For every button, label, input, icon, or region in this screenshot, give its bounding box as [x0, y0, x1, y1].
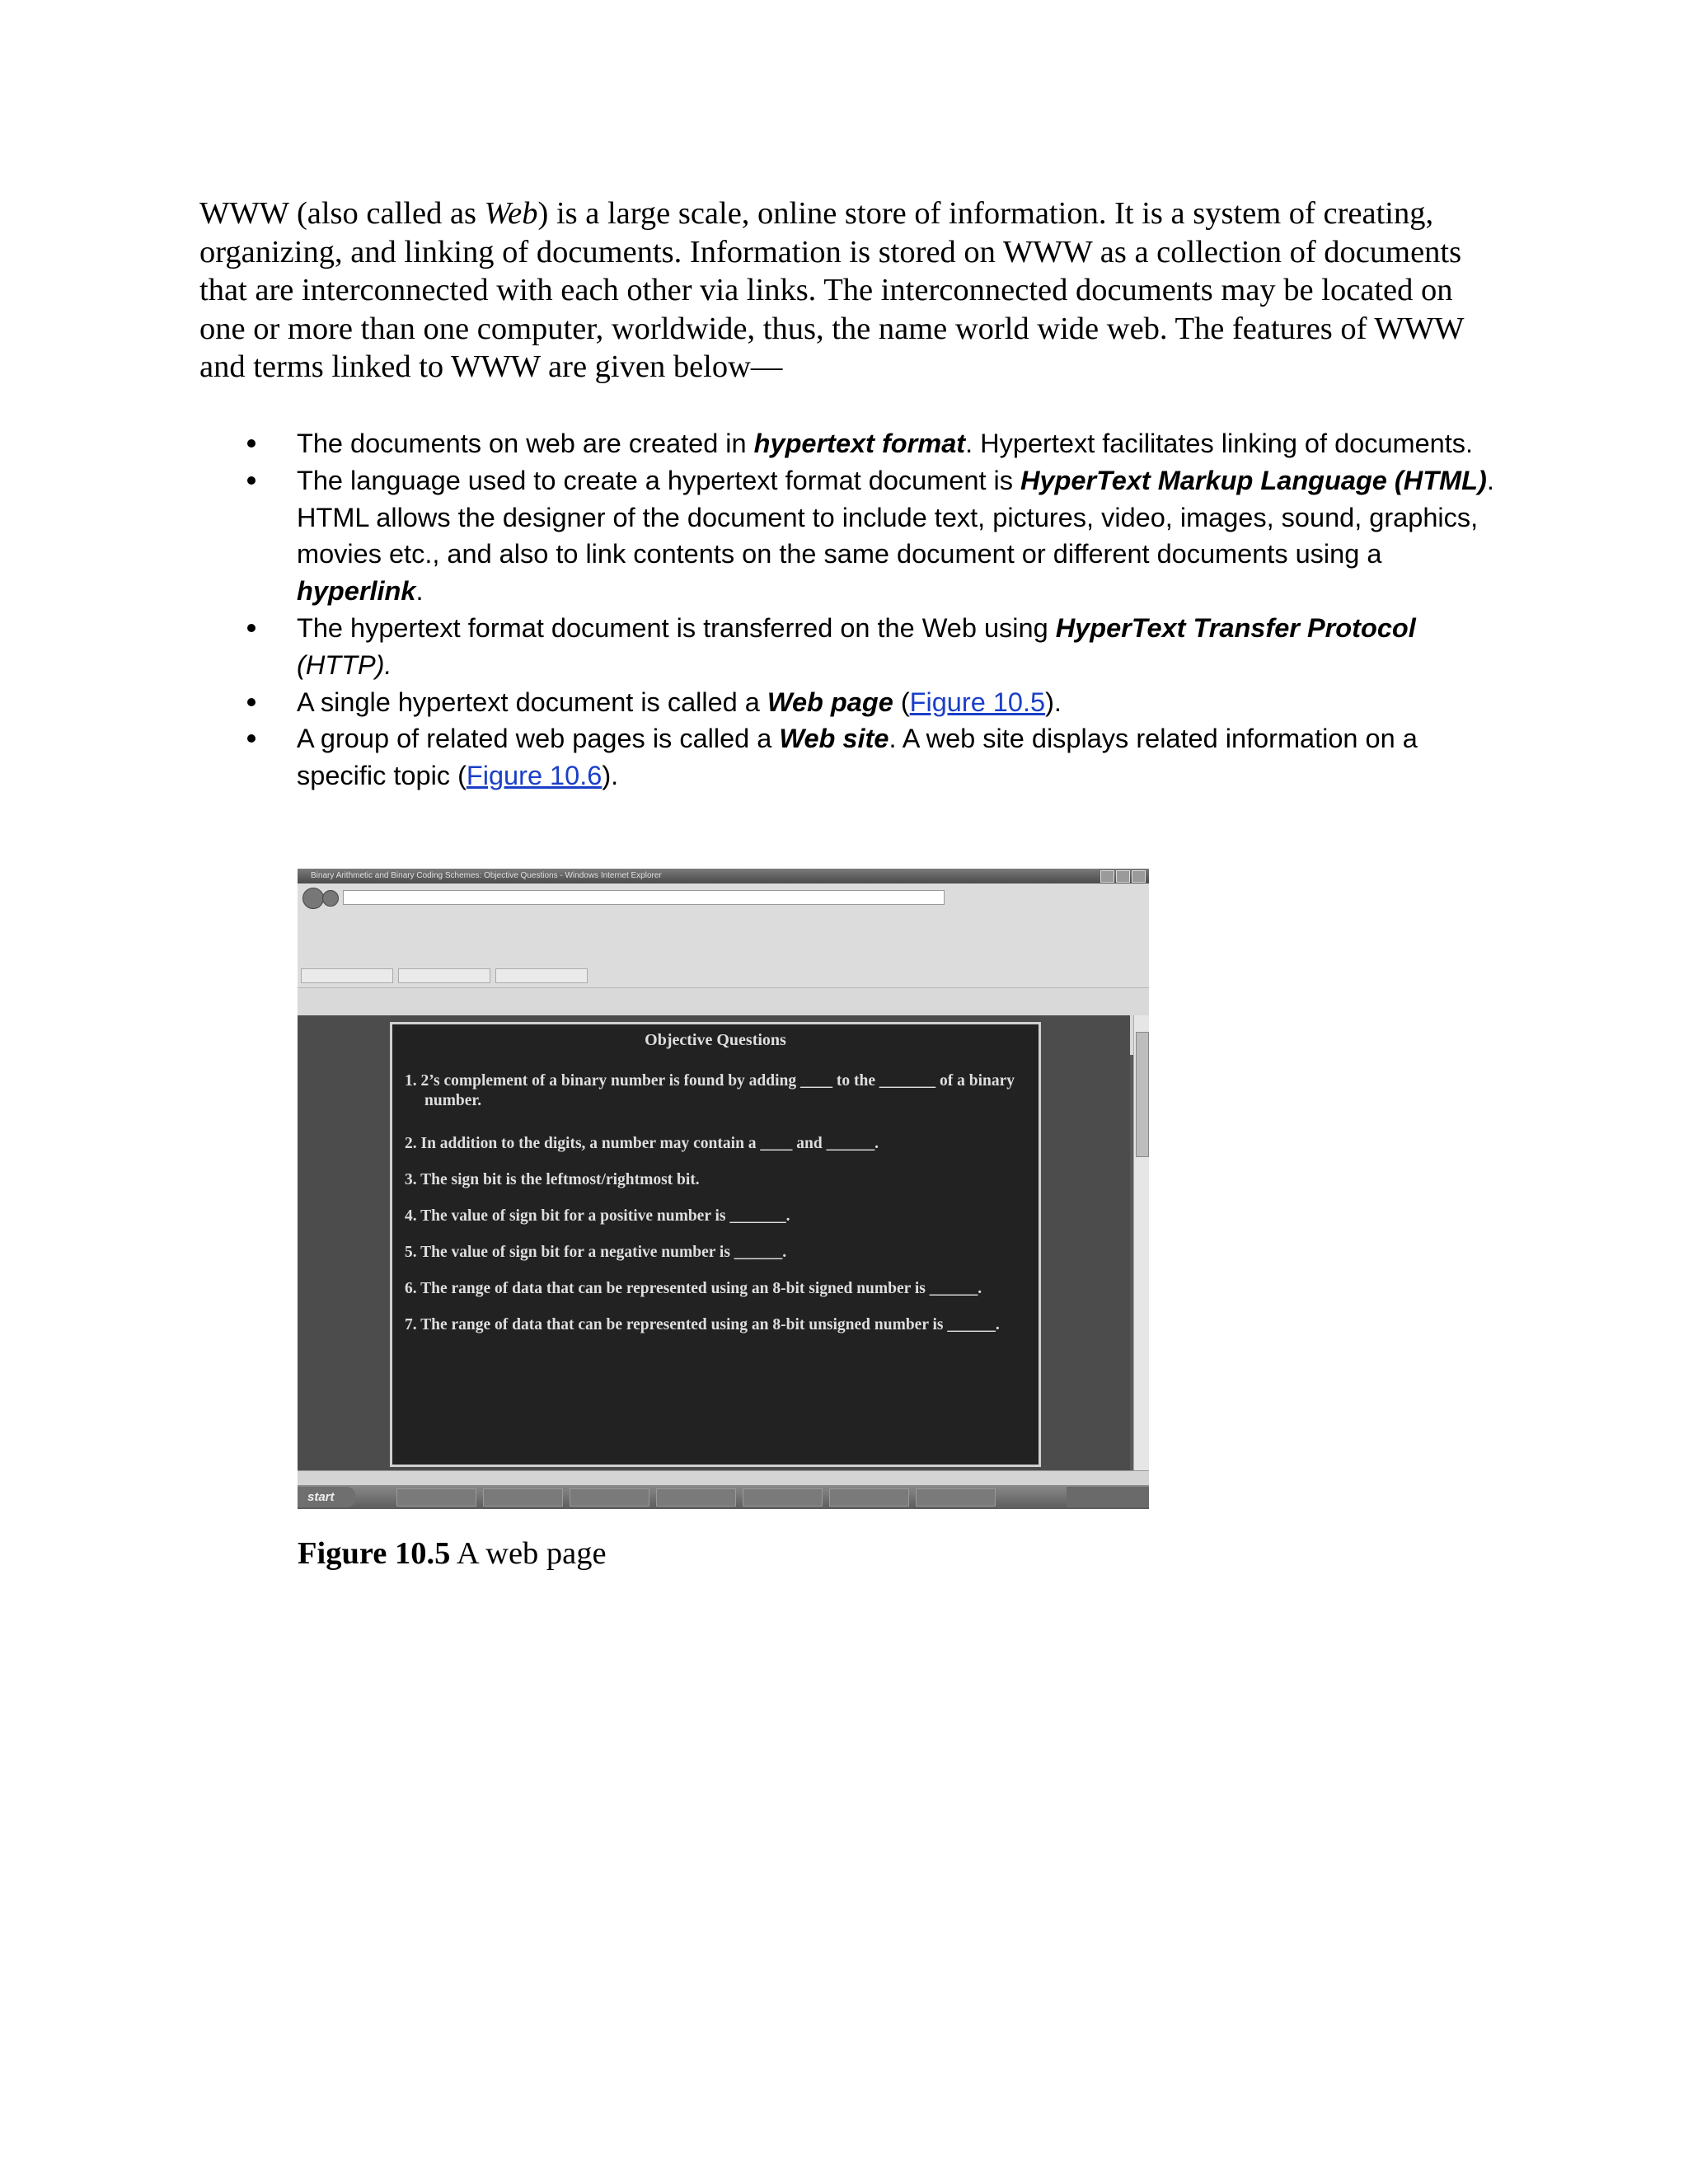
- bullet-text: The hypertext format document is transferred on the Web using: [297, 612, 1056, 643]
- scrollbar-thumb: [1136, 1032, 1149, 1157]
- bullet-term: Web site: [779, 724, 889, 754]
- list-item: [199, 425, 1502, 462]
- bullet-text: ).: [1045, 687, 1062, 717]
- figure-10-5-link[interactable]: Figure 10.5: [909, 687, 1046, 717]
- scrollbar: [1133, 1015, 1149, 1470]
- status-bar: [298, 1470, 1149, 1486]
- address-toolbar: [298, 883, 1149, 912]
- intro-italic-web: Web: [484, 196, 538, 231]
- browser-title-bar: [298, 869, 1149, 883]
- bullet-term: Web page: [767, 687, 893, 717]
- list-item: [199, 684, 1502, 721]
- question-item: 6. The range of data that can be represented using an 8-bit signed number is ______.: [405, 1280, 982, 1297]
- browser-tab: [398, 968, 490, 983]
- bullet-text: .: [415, 576, 424, 607]
- taskbar: [298, 1485, 1149, 1509]
- taskbar-item: [829, 1488, 909, 1507]
- questions-list: [392, 1071, 1039, 1335]
- forward-icon: [322, 890, 339, 907]
- question-item: 3. The sign bit is the leftmost/rightmost bit.: [405, 1171, 700, 1188]
- list-item: [199, 720, 1502, 794]
- browser-tab: [495, 968, 588, 983]
- google-toolbar: [298, 925, 1149, 947]
- back-icon: [302, 888, 324, 909]
- menu-bar: [298, 912, 1149, 926]
- bullet-dot: [247, 476, 256, 485]
- taskbar-item: [483, 1488, 563, 1507]
- bullet-term: HyperText Transfer Protocol: [1055, 612, 1416, 643]
- web-page-screenshot: [298, 869, 1149, 1509]
- figure-10-6-link[interactable]: Figure 10.6: [466, 761, 603, 791]
- bullet-text: . HTML allows the designer of the document to include text, pictures, video, images, sound, graphics, movies etc., and also to link contents on the same document or different documents using a: [297, 465, 1494, 569]
- question-item: 5. The value of sign bit for a negative number is ______.: [405, 1244, 787, 1261]
- taskbar-item: [570, 1488, 649, 1507]
- bullet-text: (HTTP).: [297, 649, 392, 680]
- question-item: 1. 2’s complement of a binary number is found by adding ____ to the _______ of a binary number.: [405, 1072, 1015, 1109]
- minimize-icon: [1100, 870, 1114, 883]
- list-item: [199, 462, 1502, 610]
- bullet-dot: [247, 439, 256, 448]
- bullet-text: . A web site displays related information on a specific topic (: [297, 724, 1418, 791]
- taskbar-item: [396, 1488, 476, 1507]
- question-item: 2. In addition to the digits, a number may contain a ____ and ______.: [405, 1135, 879, 1152]
- tab-bar: [298, 966, 1149, 988]
- taskbar-item: [743, 1488, 823, 1507]
- bullet-term: hypertext format: [753, 429, 966, 458]
- figure-caption-text: A web page: [450, 1536, 607, 1571]
- figure-caption: [298, 1535, 607, 1572]
- question-item: 7. The range of data that can be represented using an 8-bit unsigned number is ______.: [405, 1316, 1000, 1333]
- question-item: 4. The value of sign bit for a positive number is _______.: [405, 1207, 790, 1225]
- objective-questions-page: [390, 1022, 1041, 1467]
- intro-paragraph: [199, 194, 1502, 387]
- feature-list: [199, 425, 1502, 794]
- system-tray: [1067, 1487, 1149, 1507]
- start-button: start: [298, 1487, 355, 1507]
- browser-tab: [301, 968, 393, 983]
- bullet-dot: [247, 698, 256, 706]
- intro-text-1: WWW (also called as: [199, 196, 485, 231]
- browser-window-title: Binary Arithmetic and Binary Coding Schemes: Objective Questions - Windows Internet Explorer: [311, 871, 662, 880]
- figure-label: Figure 10.5: [298, 1536, 451, 1571]
- page-title: Objective Questions: [645, 1031, 786, 1049]
- bullet-term: hyperlink: [297, 576, 416, 607]
- intro-text-2: ) is a large scale, online store of information. It is a system of creating, organizing, and linking of documents. Information is stored on WWW as a collection of documents that are interconnected with each other via links. The interconnected documents may be located on one or more than one computer, worldwide, thus, the name world wide web. The features of WWW and terms linked to WWW are given below—: [199, 196, 1464, 384]
- bullet-dot: [247, 624, 256, 632]
- list-item: [199, 610, 1502, 684]
- bullet-text: A group of related web pages is called a: [297, 724, 780, 754]
- bullet-dot: [247, 734, 256, 743]
- window-controls: [1100, 870, 1146, 883]
- bullet-text: ).: [602, 761, 619, 791]
- bullet-text: The language used to create a hypertext format document is: [297, 465, 1021, 495]
- bullet-text: (: [893, 687, 910, 717]
- bullet-text: . Hypertext facilitates linking of documents.: [965, 429, 1474, 458]
- bullet-text: The documents on web are created in: [297, 429, 754, 458]
- maximize-icon: [1116, 870, 1130, 883]
- taskbar-item: [916, 1488, 996, 1507]
- bullet-text: A single hypertext document is called a: [297, 687, 767, 717]
- close-icon: [1132, 870, 1146, 883]
- taskbar-item: [656, 1488, 736, 1507]
- address-bar: [343, 890, 945, 905]
- bullet-term: HyperText Markup Language (HTML): [1020, 465, 1487, 495]
- favorites-bar: [298, 946, 1149, 967]
